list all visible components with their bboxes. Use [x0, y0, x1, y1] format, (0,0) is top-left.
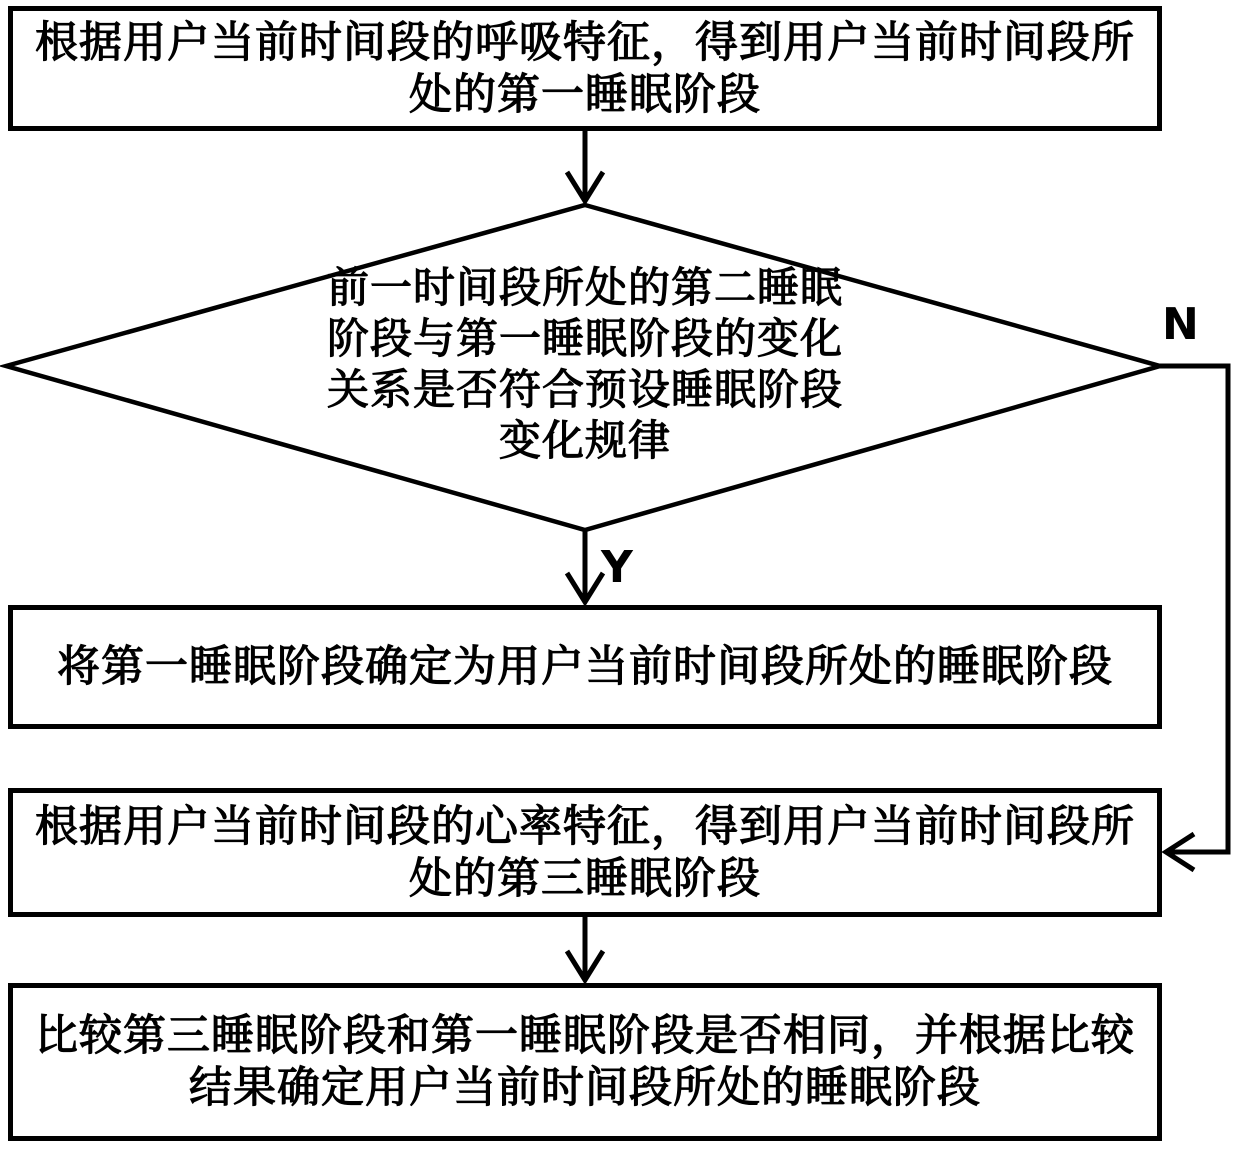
process-box-heart-rate-feature	[8, 788, 1162, 917]
process-text-line: 将第一睡眠阶段确定为用户当前时间段所处的睡眠阶段	[57, 642, 1113, 692]
process-text-line: 比较第三睡眠阶段和第一睡眠阶段是否相同，并根据比较	[35, 1011, 1135, 1061]
process-text-line: 处的第一睡眠阶段	[409, 69, 761, 120]
process-text-line: 根据用户当前时间段的呼吸特征，得到用户当前时间段所	[35, 17, 1135, 68]
arrow-step3-to-step4	[567, 917, 603, 980]
decision-text-line: 关系是否符合预设睡眠阶段	[326, 365, 843, 414]
process-text-line: 结果确定用户当前时间段所处的睡眠阶段	[189, 1063, 981, 1113]
decision-text	[60, 262, 1110, 466]
branch-label-yes: Y	[601, 542, 633, 593]
process-text-line: 处的第三睡眠阶段	[409, 853, 761, 904]
arrow-no-branch	[1158, 366, 1228, 870]
arrow-yes-branch	[567, 530, 603, 602]
process-text-line: 根据用户当前时间段的心率特征，得到用户当前时间段所	[35, 801, 1135, 852]
decision-text-line: 变化规律	[498, 416, 671, 465]
branch-label-no: N	[1162, 299, 1199, 350]
process-box-compare-stages	[8, 983, 1162, 1141]
arrow-step1-to-decision	[567, 128, 603, 201]
process-box-confirm-first-stage	[8, 605, 1162, 729]
process-box-breathing-feature	[8, 6, 1162, 131]
decision-text-line: 阶段与第一睡眠阶段的变化	[326, 314, 843, 363]
decision-text-line: 前一时间段所处的第二睡眠	[326, 263, 843, 312]
